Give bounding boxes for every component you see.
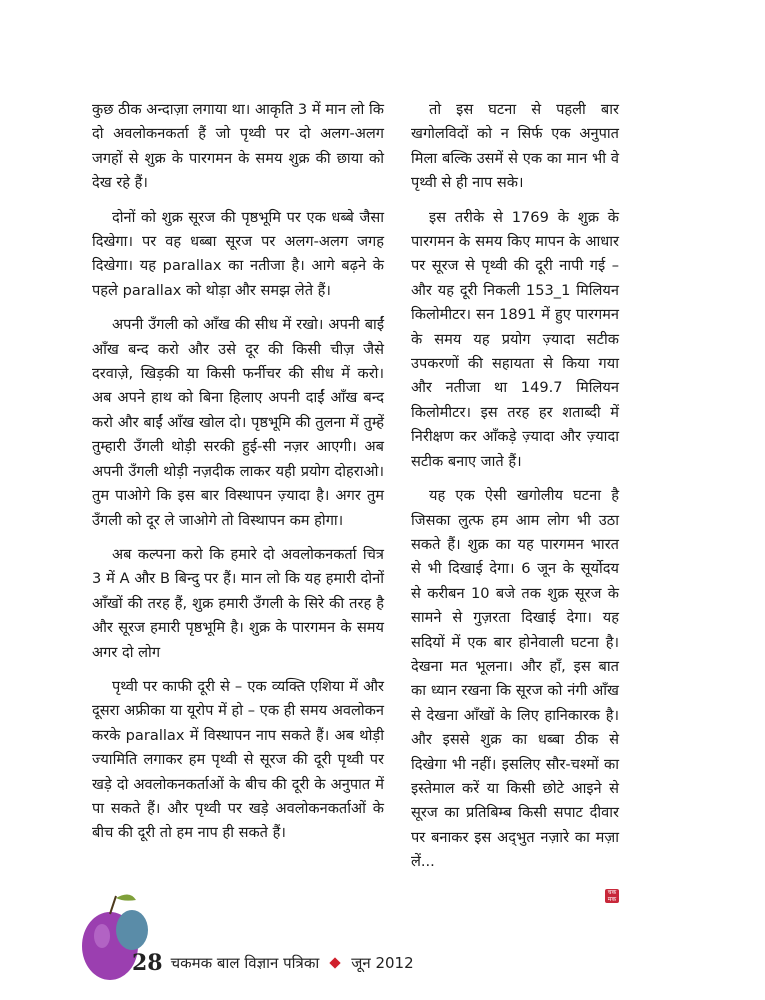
diamond-icon (330, 957, 341, 968)
end-mark-icon: चक मक (605, 889, 619, 903)
paragraph: दोनों को शुक्र सूरज की पृष्ठभूमि पर एक धब्बे जैसा दिखेगा। पर वह धब्बा सूरज पर अलग-अलग जगह दिखेगा। यह parallax का नतीजा है। आगे बढ़ने के पहले parallax को थोड़ा और समझ लेते हैं। (92, 208, 384, 299)
paragraph: कुछ ठीक अन्दाज़ा लगाया था। आकृति 3 में मान लो कि दो अवलोकनकर्ता हैं जो पृथ्वी पर दो अलग-अलग जगहों से शुक्र के पारगमन के समय शुक्र की छाया को देख रहे हैं। (92, 101, 384, 192)
paragraph: यह एक ऐसी खगोलीय घटना है जिसका लुत्फ हम आम लोग भी उठा सकते हैं। शुक्र का यह पारगमन भारत से भी दिखाई देगा। 6 जून के सूर्योदय से करीबन 10 बजे तक शुक्र सूरज के सामने से गुज़रता दिखाई देगा। यह सदियों में एक बार होनेवाली घटना है। देखना मत भूलना। और हाँ, इस बात का ध्यान रखना कि सूरज को नंगी आँख से देखना आँखों के लिए हानिकारक है। और इससे शुक्र का धब्बा ठीक से दिखेगा भी नहीं। इसलिए सौर-चश्मों का इस्तेमाल करें या किसी छोटे आइने से सूरज का प्रतिबिम्ब किसी सपाट दीवार पर बनाकर इस अद्‌भुत नज़ारे का मज़ा लें... (411, 487, 619, 871)
magazine-name: चकमक बाल विज्ञान पत्रिका (170, 954, 320, 972)
paragraph: तो इस घटना से पहली बार खगोलविदों को न सिर्फ एक अनुपात मिला बल्कि उसमें से एक का मान भी वे पृथ्वी से ही नाप सके। (411, 101, 619, 192)
paragraph: अब कल्पना करो कि हमारे दो अवलोकनकर्ता चित्र 3 में A और B बिन्दु पर हैं। मान लो कि यह हमारी दोनों आँखों की तरह हैं, शुक्र हमारी उँगली के सिरे की तरह है और सूरज हमारी पृष्ठभूमि है। शुक्र के पारगमन के समय अगर दो लोग (92, 545, 384, 661)
page-footer (132, 950, 414, 976)
left-column (92, 98, 384, 856)
page-number: 28 (132, 950, 163, 976)
issue-date: जून 2012 (351, 954, 414, 972)
right-column (411, 98, 619, 903)
paragraph: इस तरीके से 1769 के शुक्र के पारगमन के समय किए मापन के आधार पर सूरज से पृथ्वी की दूरी नापी गई – और यह दूरी निकली 153_1 मिलियन किलोमीटर। सन 1891 में हुए पारगमन के समय यह प्रयोग ज़्यादा सटीक उपकरणों की सहायता से किया गया और नतीजा था 149.7 मिलियन किलोमीटर। इस तरह हर शताब्दी में निरीक्षण कर आँकड़े ज़्यादा और ज़्यादा सटीक बनाए जाते हैं। (411, 208, 619, 470)
paragraph: पृथ्वी पर काफी दूरी से – एक व्यक्ति एशिया में और दूसरा अफ्रीका या यूरोप में हो – एक ही समय अवलोकन करके parallax में विस्थापन नाप सकते हैं। अब थोड़ी ज्यामिति लगाकर हम पृथ्वी से सूरज की दूरी पृथ्वी पर खड़े दो अवलोकनकर्ताओं के बीच की दूरी के अनुपात में पा सकते हैं। और पृथ्वी पर खड़े अवलोकनकर्ताओं के बीच की दूरी तो हम नाप ही सकते हैं। (92, 677, 384, 842)
paragraph: अपनी उँगली को आँख की सीध में रखो। अपनी बाईं आँख बन्द करो और उसे दूर की किसी चीज़ जैसे दरवाज़े, खिड़की या किसी फर्नीचर की सीध में करो। अब अपने हाथ को बिना हिलाए अपनी दाईं आँख बन्द करो और बाईं आँख खोल दो। पृष्ठभूमि की तुलना में तुम्हें तुम्हारी उँगली थोड़ी सरकी हुई-सी नज़र आएगी। अब अपनी उँगली थोड़ी नज़दीक लाकर यही प्रयोग दोहराओ। तुम पाओगे कि इस बार विस्थापन ज़्यादा है। अगर तुम उँगली को दूर ले जाओगे तो विस्थापन कम होगा। (92, 316, 384, 529)
